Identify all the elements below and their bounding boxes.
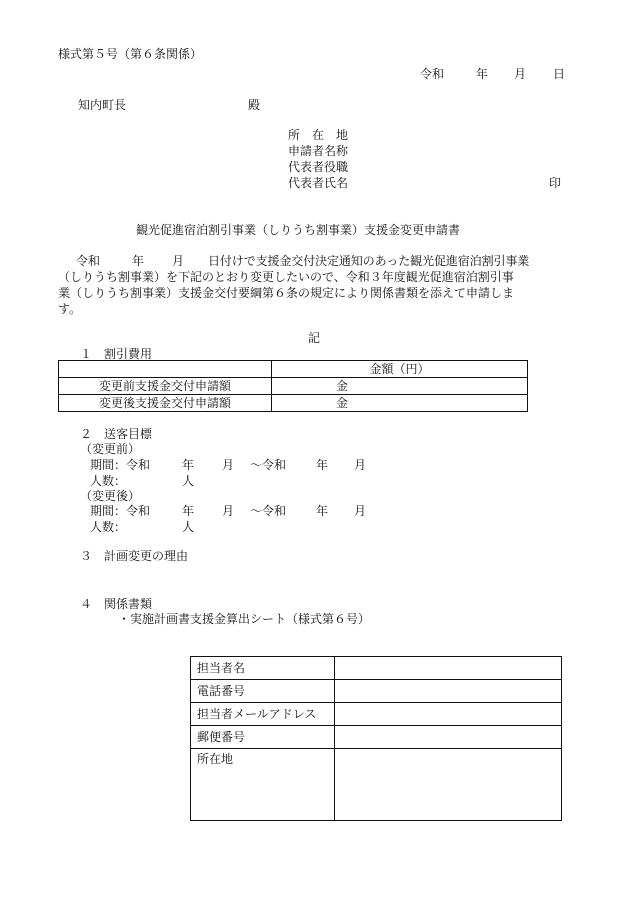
before-people-label: 人数： (90, 474, 127, 488)
section4-heading: ４ 関係書類 (80, 597, 153, 611)
discount-cost-table (58, 360, 528, 412)
after-amount-label: 変更後支援金交付申請額 (59, 395, 272, 412)
before-label: （変更前） (80, 442, 141, 456)
date-day: 日 (553, 67, 566, 81)
contact-table (190, 656, 562, 821)
address-label: 所 在 地 (288, 128, 349, 142)
postal-code-label: 郵便番号 (191, 726, 335, 749)
before-period-year2: 年 (316, 458, 329, 472)
section4-item: ・実施計画書支援金算出シート（様式第６号） (118, 612, 371, 626)
table-row (191, 680, 562, 703)
after-people-unit: 人 (182, 520, 195, 534)
contact-person-label: 担当者名 (191, 657, 335, 680)
amount-header: 金額（円） (272, 361, 528, 378)
recipient: 知内町長 (78, 98, 127, 112)
document-title: 観光促進宿泊割引事業（しりうち割事業）支援金変更申請書 (136, 223, 461, 237)
after-period-year2: 年 (316, 504, 329, 518)
rep-title-label: 代表者役職 (288, 160, 349, 174)
date-year: 年 (476, 67, 489, 81)
after-period-year: 年 (182, 504, 195, 518)
before-amount-label: 変更前支援金交付申請額 (59, 378, 272, 395)
section3-heading: ３ 計画変更の理由 (80, 549, 189, 563)
table-row (191, 657, 562, 680)
before-period-month2: 月 (354, 458, 367, 472)
body-line3: 業（しりうち割事業）支援金交付要綱第６条の規定により関係書類を添えて申請しま (58, 286, 515, 300)
phone-label: 電話番号 (191, 680, 335, 703)
location-label: 所在地 (191, 749, 335, 821)
table-row (59, 378, 528, 395)
form-number: 様式第５号（第６条関係） (58, 47, 203, 61)
before-people-unit: 人 (182, 474, 195, 488)
rep-name-label: 代表者氏名 (288, 176, 349, 190)
after-period-month: 月 (222, 504, 235, 518)
date-month: 月 (514, 67, 527, 81)
body-line4: す。 (58, 302, 82, 316)
location-field (335, 749, 562, 821)
section1-heading: １ 割引費用 (80, 347, 153, 361)
after-people-label: 人数： (90, 520, 127, 534)
email-field (335, 703, 562, 726)
email-label: 担当者メールアドレス (191, 703, 335, 726)
before-period-tilde: ～令和 (250, 458, 287, 472)
body-year: 年 (132, 254, 145, 268)
postal-code-field (335, 726, 562, 749)
table-header-row (59, 361, 528, 378)
body-line2: （しりうち割事業）を下記のとおり変更したいので、令和３年度観光促進宿泊割引事 (58, 270, 514, 284)
ki-mark: 記 (308, 331, 321, 345)
section2-heading: ２ 送客目標 (80, 427, 153, 441)
before-amount-value: 金 (336, 379, 349, 393)
body-line1: 日付けで支援金交付決定通知のあった観光促進宿泊割引事業 (208, 254, 530, 268)
before-period-label: 期間：令和 (90, 458, 151, 472)
applicant-name-label: 申請者名称 (288, 144, 349, 158)
after-amount-value: 金 (336, 396, 349, 410)
body-era: 令和 (76, 254, 101, 268)
phone-field (335, 680, 562, 703)
seal-mark: 印 (549, 176, 562, 190)
after-period-tilde: ～令和 (250, 504, 287, 518)
before-period-month: 月 (222, 458, 235, 472)
body-month: 月 (172, 254, 185, 268)
table-row (191, 703, 562, 726)
before-period-year: 年 (182, 458, 195, 472)
honorific: 殿 (248, 98, 261, 112)
contact-person-field (335, 657, 562, 680)
date-era: 令和 (420, 67, 445, 81)
after-period-month2: 月 (354, 504, 367, 518)
after-period-label: 期間：令和 (90, 504, 151, 518)
table-row (191, 749, 562, 821)
table-row (191, 726, 562, 749)
after-label: （変更後） (80, 489, 141, 503)
table-row (59, 395, 528, 412)
